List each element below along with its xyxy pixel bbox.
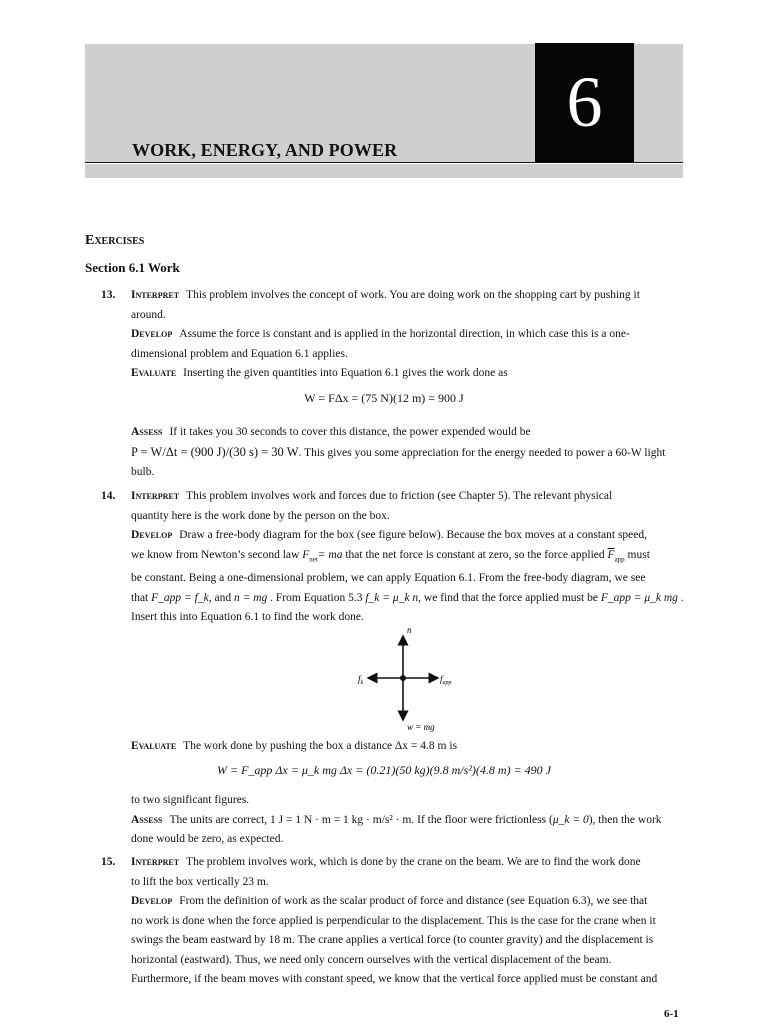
evaluate-label: Evaluate [131,740,177,752]
develop-text-3: swings the beam eastward by 18 m. The crane applies a vertical force (to counter gravity) and the displacement is [131,934,654,946]
evaluate-text-2: to two significant figures. [131,794,250,806]
problem-14-number: 14. [101,490,116,502]
friction-label [358,674,364,686]
develop-text: Draw a free-body diagram for the box (see figure below). Because the box moves at a constant speed, [179,529,648,541]
evaluate-text: Inserting the given quantities into Equation 6.1 gives the work done as [183,367,508,379]
assess-text-b: . If the floor were frictionless ( [411,813,553,826]
assess-text-2: . This gives you some appreciation for the energy needed to power a 60-W light [298,446,666,459]
applied-label [440,674,452,686]
problem-15-body [131,853,686,990]
develop-label: Develop [131,328,173,340]
develop-text-4c: . From Equation 5.3 [270,591,363,604]
develop-text: From the definition of work as the scalar product of force and distance (see Equation 6.3), we see that [179,895,648,907]
problem-13-equation: W = FΔx = (75 N)(12 m) = 900 J [304,391,464,405]
develop-text-3: be constant. Being a one-dimensional problem, we can apply Equation 6.1. From the free-body diagram, we see [131,572,646,585]
problem-13-body [131,286,686,384]
interpret-text: This problem involves work and forces due to friction (see Chapter 5). The relevant physical [186,490,613,502]
fapp-vector: $\overline{F}$ [607,548,615,561]
header-strip [85,164,683,178]
problem-14-assess [131,791,686,850]
assess-text-3: bulb. [131,466,155,478]
problem-14-evaluate [131,737,686,757]
evaluate-text: The work done by pushing the box a distance Δx = 4.8 m is [183,740,458,752]
interpret-text-2: around. [131,308,166,321]
page-number: 6-1 [664,1008,679,1020]
weight-label: w = mg [407,722,435,732]
develop-text-4e: . [680,591,684,604]
develop-text-4: horizontal (eastward). Thus, we need only concern ourselves with the vertical displacement of the beam. [131,953,612,966]
units-equation: 1 J = 1 N · m = 1 kg · m/s² · m [270,813,412,826]
develop-text-5: Insert this into Equation 6.1 to find the work done. [131,611,364,624]
develop-text-5: Furthermore, if the beam moves with constant speed, we know that the vertical force applied must be constant and [131,973,658,985]
problem-15-number: 15. [101,856,116,868]
develop-label: Develop [131,529,173,541]
interpret-text-2: to lift the box vertically 23 m. [131,875,269,888]
assess-label: Assess [131,426,163,438]
exercises-heading: Exercises [85,233,145,248]
develop-label: Develop [131,895,173,907]
problem-14-body [131,487,686,628]
interpret-text: This problem involves the concept of work. You are doing work on the shopping cart by pushing it [186,289,640,301]
applied-label-symbol: f [440,674,443,684]
box-point [400,675,406,681]
fnet-symbol: F [302,548,310,561]
assess-text-c: ), then the work [588,813,662,826]
interpret-label: Interpret [131,856,180,868]
develop-text-2: dimensional problem and Equation 6.1 applies. [131,347,348,360]
friction-label-symbol: f [358,674,361,684]
fnet-subscript: net [309,554,318,563]
develop-text-2: no work is done when the force applied is perpendicular to the displacement. This is the case for the crane when it [131,914,656,927]
develop-text-4d: , we find that the force applied must be [418,591,598,604]
problem-13-number: 13. [101,289,116,301]
interpret-label: Interpret [131,289,180,301]
assess-text: If it takes you 30 seconds to cover this distance, the power expended would be [169,426,531,438]
develop-text-4a: that [131,591,149,604]
section-heading: Section 6.1 Work [85,260,180,275]
chapter-number-box: 6 [535,43,634,162]
fapp-subscript: app [614,554,625,563]
develop-text-2c: must [627,548,650,561]
assess-label: Assess [131,813,163,826]
normal-label: n [407,625,412,635]
fapp-eq-mumg: F_app = μ_k mg [600,591,678,604]
develop-text: Assume the force is constant and is applied in the horizontal direction, in which case this is a one- [179,328,630,340]
develop-text-4b: , and [208,591,232,604]
chapter-title: WORK, ENERGY, AND POWER [132,140,398,160]
assess-text-2: done would be zero, as expected. [131,833,284,845]
problem-13-assess [131,423,686,483]
evaluate-label: Evaluate [131,367,177,379]
fnet-ma: = ma [317,548,343,561]
interpret-label: Interpret [131,490,180,502]
develop-text-2b: that the net force is constant at zero, so the force applied [345,548,605,561]
free-body-diagram [358,622,456,734]
problem-14-equation: W = F_app Δx = μ_k mg Δx = (0.21)(50 kg)(9.8 m/s²)(4.8 m) = 490 J [216,763,552,777]
mu-zero: μ_k = 0 [552,813,589,826]
friction-label-sub: k [360,680,364,686]
n-eq-mg: n = mg [233,591,268,604]
assess-text-a: The units are correct, [169,813,268,826]
interpret-text: The problem involves work, which is done by the crane on the beam. We are to find the work done [186,856,641,868]
applied-label-sub: app [442,680,452,686]
develop-text-2a: we know from Newton’s second law [131,548,300,561]
power-equation: P = W/Δt = (900 J)/(30 s) = 30 W [131,444,299,459]
header-rule [85,162,683,163]
fapp-eq-fk: F_app = f_k [151,591,209,604]
interpret-text-2: quantity here is the work done by the person on the box. [131,509,390,522]
fk-eq-mun: f_k = μ_k n [365,591,419,604]
